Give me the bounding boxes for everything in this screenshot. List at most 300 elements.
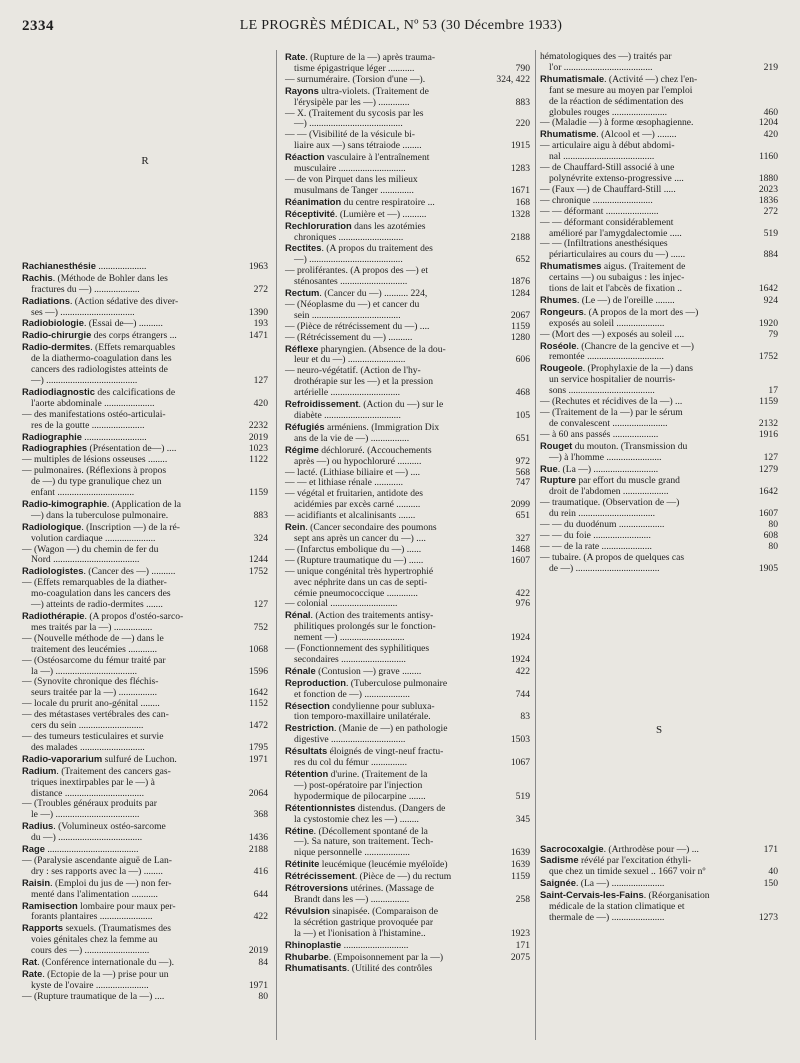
page-ref: 80 [768, 519, 778, 531]
index-entry [22, 273, 268, 296]
page-ref: 422 [515, 665, 530, 677]
entry-line: Radium. (Traitement des cancers gas- [22, 764, 171, 777]
entry-line: tions de lait et l'abcès de fixation .. [549, 283, 683, 295]
entry-line: Rétention d'urine. (Traitement de la [285, 768, 428, 780]
entry-line: Radiobiologie. (Essai de—) .......... [22, 317, 163, 330]
entry-line: et fonction de —) ................... [294, 688, 410, 700]
entry-headword: Rectum [285, 287, 320, 299]
page-ref: 1596 [248, 665, 268, 677]
page-ref: 1752 [248, 566, 268, 578]
page-ref: 1916 [758, 428, 778, 440]
entry-line: — — et lithiase rénale ............ [285, 477, 404, 489]
entry-line: exposés au soleil .................... [549, 317, 665, 329]
entry-line: — (Rétrécissement du —) .......... [285, 331, 413, 343]
index-entry [22, 342, 268, 387]
entry-line: Rongeurs. (A propos de la mort des —) [540, 305, 699, 318]
index-entry [285, 511, 530, 522]
entry-line: Radio-chirurgie des corps étrangers ... [22, 329, 177, 342]
page-ref: 1122 [249, 454, 268, 466]
page-ref: 150 [763, 878, 778, 890]
index-column-2 [285, 52, 530, 975]
index-entry [22, 634, 268, 656]
page-ref: 1204 [758, 117, 778, 129]
entry-line: Rénale (Contusion —) grave ........ [285, 664, 422, 677]
entry-line: cémie pneumococcique ............. [294, 587, 418, 599]
page-ref: 519 [515, 790, 530, 802]
entry-headword: Sacrocoxalgie [540, 842, 604, 854]
entry-line: tisme épigastrique léger ........... [294, 62, 415, 74]
index-entry [22, 578, 268, 611]
entry-line: Rechloruration dans les azotémies [285, 219, 426, 232]
entry-line: cancers des radiologistes atteints de [31, 364, 168, 376]
index-entry [540, 430, 778, 441]
index-entry [285, 52, 530, 75]
entry-headword: Rage [22, 843, 45, 855]
entry-line: l'or ..................................... [549, 61, 653, 73]
entry-line: sons .................................... [549, 385, 655, 397]
entry-line: sténosantes ............................ [294, 276, 408, 288]
entry-line: — (Ostéosarcome du fémur traité par [22, 654, 166, 666]
index-entry [540, 363, 778, 397]
entry-line: Résection condylienne pour subluxa- [285, 699, 435, 712]
entry-headword: Rhumatismes [540, 260, 602, 272]
entry-line: musculaire ............................ [294, 163, 406, 175]
entry-line: res de la goutte ...................... [31, 419, 145, 431]
index-entry [285, 445, 530, 468]
entry-line: nal ...................................... [549, 151, 655, 163]
entry-line: Rétinite leucémique (leucémie myéloïde) [285, 858, 448, 871]
entry-line: dry : ses rapports avec la —) ........ [31, 865, 163, 877]
entry-line: kyste de l'ovaire ...................... [31, 979, 149, 991]
index-entry [540, 890, 778, 924]
index-entry [285, 723, 530, 746]
entry-line: thermale de —) ...................... [549, 911, 665, 923]
index-entry [22, 499, 268, 522]
page-ref: 1915 [510, 140, 530, 152]
entry-line: après —) ou hypochloruré .......... [294, 455, 422, 467]
page-ref: 1503 [510, 734, 530, 746]
index-entry [540, 475, 778, 498]
entry-line: — — du duodénum ................... [540, 519, 665, 531]
page-ref: 468 [515, 387, 530, 399]
page-ref: 1068 [248, 643, 268, 655]
page-ref: 80 [768, 540, 778, 552]
index-entry [540, 74, 778, 119]
entry-headword: Rayons [285, 84, 319, 96]
entry-headword: Radius [22, 820, 54, 832]
index-entry [22, 799, 268, 821]
page-ref: 1752 [758, 351, 778, 363]
entry-headword: Rapports [22, 922, 64, 934]
page-ref: 883 [253, 509, 268, 521]
entry-line: sein ..................................... [294, 309, 401, 321]
entry-line: l'aorte abdominale ..................... [31, 397, 155, 409]
index-entry [540, 163, 778, 185]
entry-line: Raisin. (Emploi du jus de —) non fer- [22, 876, 172, 889]
entry-line: —) atteints de radio-dermites ....... [31, 599, 163, 611]
entry-line: Radius. (Volumineux ostéo-sarcome [22, 820, 166, 833]
index-entry [285, 610, 530, 644]
page-ref: 272 [253, 283, 268, 295]
entry-line: res du col du fémur ............... [294, 757, 407, 769]
entry-line: Rupture par effort du muscle grand [540, 474, 680, 487]
entry-headword: Rachis [22, 271, 53, 283]
entry-line: Radiologistes. (Cancer des —) .......... [22, 565, 176, 578]
entry-line: la —) .................................. [31, 665, 138, 677]
entry-headword: Saint-Cervais-les-Fains [540, 889, 644, 901]
section-letter: R [141, 155, 149, 167]
page-ref: 1924 [510, 653, 530, 665]
page-ref: 1671 [510, 184, 530, 196]
entry-line: Ramisection lombaire pour maux per- [22, 899, 176, 912]
entry-headword: Radiologique [22, 520, 82, 532]
page-ref: 127 [253, 374, 268, 386]
entry-line: fant se mesure au moyen par l'emploi [549, 84, 693, 96]
entry-headword: Radio-kimographie [22, 497, 107, 509]
entry-line: — (Rupture traumatique de la —) .... [22, 990, 165, 1002]
entry-line: —) ....................................... [294, 118, 403, 130]
entry-line: forants plantaires ...................... [31, 911, 153, 923]
index-entry [285, 644, 530, 666]
index-entry [22, 611, 268, 634]
entry-line: cers du sein ........................... [31, 720, 144, 732]
entry-line: menté dans l'alimentation ........... [31, 888, 158, 900]
entry-line: Rectites. (A propos du traitement des [285, 242, 433, 255]
entry-headword: Rhumatisme [540, 128, 597, 140]
index-entry [285, 701, 530, 724]
entry-line: Reproduction. (Tuberculose pulmonaire [285, 676, 448, 689]
entry-line: — tubaire. (A propos de quelques cas [540, 551, 685, 563]
entry-line: — multiples de lésions osseuses ........ [22, 454, 168, 466]
entry-headword: Rat [22, 956, 38, 968]
index-entry [285, 130, 530, 152]
entry-line: polynévrite extenso-progressive .... [549, 172, 684, 184]
entry-line: — de von Pirquet dans les milieux [285, 173, 418, 185]
entry-headword: Rupture [540, 474, 576, 486]
entry-line: — — du foie ........................ [540, 529, 651, 541]
column-divider [535, 50, 536, 1040]
index-entry [285, 769, 530, 803]
entry-line: — (Infarctus embolique du —) ...... [285, 543, 422, 555]
entry-headword: Rhumatismale [540, 72, 605, 84]
index-entry [22, 410, 268, 432]
entry-headword: Radiographie [22, 430, 82, 442]
page-ref: 1284 [510, 288, 530, 300]
entry-line: Radiographie .......................... [22, 430, 147, 443]
entry-line: Rhumatismes aigus. (Traitement de [540, 260, 686, 273]
entry-line: Révulsion sinapisée. (Comparaison de [285, 904, 438, 917]
entry-line: Rétentionnistes distendus. (Dangers de [285, 801, 446, 814]
index-entry [22, 754, 268, 766]
index-entry [285, 489, 530, 511]
index-column-3 [540, 52, 778, 924]
index-entry [22, 710, 268, 732]
index-entry [285, 399, 530, 422]
entry-line: certains —) ou subaigus : les injec- [549, 272, 685, 284]
entry-line: la cystostomie chez les —) ........ [294, 813, 419, 825]
page-ref: 519 [763, 227, 778, 239]
entry-line: la sécrétion gastrique provoquée par [294, 916, 434, 928]
entry-line: drothérapie sur les —) et la pression [294, 376, 434, 388]
entry-line: voies génitales chez la femme au [31, 934, 158, 946]
entry-headword: Rénale [285, 664, 316, 676]
entry-line: périarticulaires au cours du —) ...... [549, 249, 686, 261]
entry-headword: Saignée [540, 877, 576, 889]
entry-headword: Résection [285, 699, 330, 711]
entry-line: — — (Visibilité de la vésicule bi- [285, 129, 415, 141]
page-ref: 924 [763, 294, 778, 306]
index-entry [540, 408, 778, 430]
entry-headword: Radio-chirurgie [22, 329, 92, 341]
entry-headword: Raisin [22, 876, 51, 888]
index-entry [285, 86, 530, 109]
entry-line: Rachis. (Méthode de Bohler dans les [22, 271, 168, 284]
page-ref: 2023 [758, 183, 778, 195]
entry-line: un service hospitalier de nourris- [549, 374, 676, 386]
page-ref: 652 [515, 254, 530, 266]
page-ref: 460 [763, 106, 778, 118]
entry-headword: Rate [22, 968, 43, 979]
page-ref: 1924 [510, 632, 530, 644]
entry-headword: Rétentionnistes [285, 801, 356, 813]
entry-line: distance ................................. [31, 787, 144, 799]
entry-line: — (Effets remarquables de la diather- [22, 577, 167, 589]
entry-line: Réflexe pharyngien. (Absence de la dou- [285, 342, 446, 355]
entry-line: — acidifiants et alcalinisants ....... [285, 510, 416, 522]
index-entry [22, 387, 268, 410]
index-column-1 [22, 52, 268, 1003]
entry-line: — proliférantes. (A propos des —) et [285, 265, 429, 277]
entry-line: — (Wagon —) du chemin de fer du [22, 543, 159, 555]
page-ref: 327 [515, 532, 530, 544]
page-ref: 568 [515, 466, 530, 478]
entry-line: — — (Infiltrations anesthésiques [540, 238, 668, 250]
index-entry [22, 677, 268, 699]
entry-line: Nord .................................... [31, 554, 140, 566]
page-ref: 1152 [249, 698, 268, 710]
entry-line: médicale de la station climatique et [549, 901, 685, 913]
page-ref: 420 [253, 397, 268, 409]
page-ref: 1159 [249, 487, 268, 499]
page-ref: 2067 [510, 309, 530, 321]
entry-headword: Régime [285, 443, 319, 455]
entry-line: — pulmonaires. (Réflexions à propos [22, 465, 167, 477]
entry-line: Rhubarbe. (Empoisonnement par la —) [285, 950, 444, 963]
index-entry [540, 498, 778, 520]
page-ref: 972 [515, 455, 530, 467]
entry-headword: Rétroversions [285, 882, 349, 894]
entry-headword: Rhinoplastie [285, 938, 342, 950]
entry-line: chroniques ........................... [294, 231, 404, 243]
page-ref: 1876 [510, 276, 530, 288]
entry-line: nique personnelle ................... [294, 847, 410, 859]
entry-line: Sacrocoxalgie. (Arthrodèse pour —) ... [540, 842, 699, 855]
page-ref: 1273 [758, 911, 778, 923]
page-ref: 1472 [248, 720, 268, 732]
index-entry [285, 567, 530, 600]
entry-line: — (Traitement de la —) par le sérum [540, 407, 683, 418]
page-ref: 1468 [510, 543, 530, 555]
entry-headword: Réanimation [285, 195, 342, 207]
page-ref: 976 [515, 598, 530, 610]
index-entry [22, 901, 268, 924]
entry-line: — unique congénital très hypertrophié [285, 565, 434, 577]
page-ref: 127 [763, 451, 778, 463]
page-ref: 1642 [758, 486, 778, 498]
page-ref: 884 [763, 249, 778, 261]
index-entry [285, 422, 530, 445]
entry-line: — traumatique. (Observation de —) [540, 497, 680, 509]
entry-line: de la diathermo-coagulation dans les [31, 353, 172, 365]
index-entry [285, 300, 530, 322]
page-ref: 127 [253, 599, 268, 611]
entry-line: tion temporo-maxillaire unilatérale. [294, 711, 431, 723]
index-entry [22, 923, 268, 957]
entry-line: ses —) ............................... [31, 306, 135, 318]
page-ref: 1159 [759, 396, 778, 408]
page-ref: 1328 [510, 208, 530, 220]
entry-headword: Réaction [285, 151, 325, 163]
entry-line: Radiodiagnostic des calcifications de [22, 385, 176, 398]
entry-line: volution cardiaque ..................... [31, 532, 156, 544]
entry-line: — à 60 ans passés ................... [540, 428, 659, 440]
entry-headword: Rhubarbe [285, 950, 329, 962]
page-ref: 2064 [248, 787, 268, 799]
entry-line: — végétal et fruitarien, antidote des [285, 488, 423, 500]
entry-line: Rate. (Ectopie de la —) prise pour un [22, 968, 169, 980]
page-ref: 105 [515, 410, 530, 421]
entry-line: — des métastases vertébrales des can- [22, 709, 169, 721]
page-ref: 258 [515, 893, 530, 905]
entry-line: — (Rupture traumatique du —) ...... [285, 554, 424, 566]
entry-headword: Rechloruration [285, 219, 352, 231]
page-ref: 1607 [510, 554, 530, 566]
index-entry [22, 656, 268, 678]
entry-line: — lacté. (Lithiase biliaire et —) .... [285, 466, 421, 478]
entry-line: Saint-Cervais-les-Fains. (Réorganisation [540, 889, 710, 902]
index-entry [285, 243, 530, 266]
entry-line: Radio-kimographie. (Application de la [22, 497, 181, 510]
page-ref: 608 [763, 529, 778, 541]
page-ref: 1283 [510, 163, 530, 175]
entry-headword: Réceptivité [285, 207, 336, 219]
entry-line: — surnuméraire. (Torsion d'une —). [285, 73, 426, 85]
entry-line: de —) ................................... [549, 562, 660, 574]
entry-headword: Rate [285, 51, 306, 62]
entry-line: amélioré par l'amygdalectomie ..... [549, 227, 682, 239]
entry-headword: Rongeurs [540, 305, 584, 317]
page-ref: 1159 [511, 871, 530, 883]
entry-line: Rénal. (Action des traitements antisy- [285, 609, 434, 622]
entry-line: Radiothérapie. (A propos d'ostéo-sarco- [22, 610, 184, 622]
entry-line: Réanimation du centre respiratoire ... [285, 195, 435, 208]
entry-line: Réaction vasculaire à l'entraînement [285, 151, 430, 164]
entry-headword: Rhumatisants [285, 962, 347, 974]
entry-line: — — de la rate ..................... [540, 540, 652, 552]
page-ref: 1390 [248, 306, 268, 318]
entry-line: Rétrécissement. (Pièce de —) du rectum [285, 870, 452, 883]
page-ref: 651 [515, 510, 530, 522]
entry-headword: Rétention [285, 768, 329, 779]
entry-line: Rue. (La —) ........................... [540, 462, 659, 475]
entry-headword: Radiations [22, 294, 70, 306]
entry-line: ans de la vie de —) ................ [294, 432, 410, 444]
index-entry [540, 261, 778, 295]
index-entry [22, 466, 268, 499]
entry-headword: Roséole [540, 339, 577, 351]
page-ref: 1880 [758, 172, 778, 184]
entry-line: Brandt dans les —) ................ [294, 893, 410, 905]
entry-line: artérielle ............................. [294, 387, 401, 399]
entry-line: des malades ........................... [31, 741, 145, 753]
entry-line: — (Rechutes et récidives de la —) ... [540, 396, 683, 408]
entry-line: Résultats éloignés de vingt-neuf fractu- [285, 745, 444, 758]
page-ref: 416 [253, 865, 268, 877]
entry-line: Sadisme révélé par l'excitation éthyli- [540, 854, 692, 867]
entry-headword: Restriction [285, 722, 334, 734]
entry-line: — des tumeurs testiculaires et survie [22, 730, 164, 742]
entry-line: digestive ............................... [294, 734, 406, 746]
index-entry [285, 599, 530, 610]
index-entry [285, 963, 530, 975]
entry-line: Rectum. (Cancer du —) .......... 224, [285, 287, 428, 300]
page-ref: 220 [515, 118, 530, 130]
page-ref: 2019 [248, 945, 268, 957]
entry-line: musulmans de Tanger .............. [294, 184, 414, 196]
page-ref: 422 [253, 911, 268, 923]
page-ref: 324 [253, 532, 268, 544]
entry-line: — de Chauffard-Still associé à une [540, 162, 675, 174]
entry-line: —) post-opératoire par l'injection [294, 779, 423, 791]
entry-headword: Reproduction [285, 676, 346, 688]
page-ref: 168 [515, 196, 530, 208]
entry-line: cours des —) ........................... [31, 945, 150, 957]
entry-headword: Rue [540, 462, 558, 474]
page-ref: 1642 [758, 283, 778, 295]
page-number: 2334 [22, 18, 54, 34]
index-entry [22, 522, 268, 545]
page-ref: 790 [515, 62, 530, 74]
entry-line: Rapports sexuels. (Traumatismes des [22, 922, 171, 935]
index-entry [540, 218, 778, 240]
page-ref: 747 [515, 477, 530, 489]
entry-headword: Sadisme [540, 854, 579, 866]
page-ref: 84 [258, 957, 268, 969]
index-entry [285, 746, 530, 769]
column-divider [276, 50, 277, 1040]
entry-line: Rachianesthésie .................... [22, 259, 147, 272]
page-ref: 1642 [248, 687, 268, 699]
entry-headword: Radio-dermites [22, 341, 91, 353]
entry-headword: Rétinite [285, 858, 320, 870]
index-entry [22, 969, 268, 992]
index-entry [22, 856, 268, 878]
entry-line: mo-coagulation dans les cancers des [31, 588, 171, 600]
page-ref: 2188 [510, 231, 530, 243]
entry-line: Radiations. (Action sédative des diver- [22, 294, 179, 307]
entry-headword: Rénal [285, 609, 311, 621]
page-ref: 1023 [248, 443, 268, 455]
entry-line: seurs traitée par la —) ................ [31, 687, 158, 699]
page-ref: 272 [763, 205, 778, 217]
entry-line: Régime déchloruré. (Accouchements [285, 443, 432, 456]
entry-headword: Refroidissement [285, 398, 359, 410]
entry-headword: Radiographies [22, 442, 88, 454]
page-ref: 1067 [510, 757, 530, 769]
index-entry [285, 344, 530, 367]
index-entry [22, 992, 268, 1003]
entry-headword: Radium [22, 764, 57, 776]
